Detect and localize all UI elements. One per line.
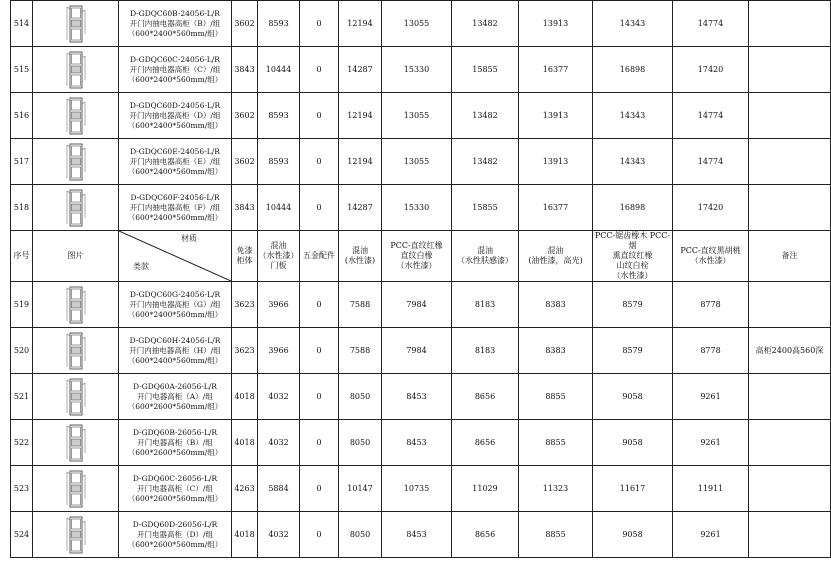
row-description — [119, 466, 232, 512]
cabinet-thumbnail-icon — [65, 515, 87, 555]
price-cell: 13913 — [519, 139, 593, 185]
cabinet-thumbnail-icon — [65, 331, 87, 371]
price-table — [10, 0, 831, 558]
price-cell: 0 — [300, 185, 339, 231]
price-cell: 14343 — [593, 1, 673, 47]
header-c1 — [232, 231, 258, 282]
row-number: 520 — [11, 328, 33, 374]
row-image — [33, 466, 119, 512]
price-cell: 0 — [300, 328, 339, 374]
price-cell: 8183 — [452, 282, 519, 328]
price-cell: 3966 — [258, 282, 300, 328]
row-image — [33, 185, 119, 231]
description-line: 开门内抽电器高柜（H）/组 — [129, 345, 221, 355]
table-row — [11, 47, 831, 93]
header-line: 混油 — [270, 241, 287, 250]
price-cell: 12194 — [339, 93, 382, 139]
price-cell: 13913 — [519, 1, 593, 47]
price-cell: 14343 — [593, 93, 673, 139]
price-cell: 8593 — [258, 139, 300, 185]
header-row — [11, 231, 831, 282]
row-description — [119, 282, 232, 328]
price-cell: 4032 — [258, 420, 300, 466]
table-row — [11, 328, 831, 374]
description-line: D-GDQC60C-24056-L/R — [130, 54, 220, 64]
price-cell: 7984 — [382, 282, 452, 328]
table-row — [11, 282, 831, 328]
description-line: D-GDQ60D-26056-L/R — [132, 519, 218, 529]
row-description — [119, 93, 232, 139]
row-number: 524 — [11, 512, 33, 558]
table-body-bottom — [11, 282, 831, 558]
description-line: 开门电器高柜（A）/组 — [137, 391, 213, 401]
cabinet-thumbnail-icon — [65, 142, 87, 182]
table-row — [11, 374, 831, 420]
header-line: 直纹白橡 — [400, 251, 433, 260]
row-number: 516 — [11, 93, 33, 139]
description-line: （600*2400*560mm/组） — [127, 74, 223, 84]
price-cell: 8579 — [593, 282, 673, 328]
price-cell: 17420 — [673, 185, 749, 231]
header-c6 — [452, 231, 519, 282]
price-cell: 13482 — [452, 93, 519, 139]
price-cell: 8453 — [382, 420, 452, 466]
cabinet-thumbnail-icon — [65, 4, 87, 44]
price-cell: 8855 — [519, 420, 593, 466]
header-line: 混油 — [477, 246, 493, 255]
price-cell: 0 — [300, 512, 339, 558]
price-cell: 8778 — [673, 282, 749, 328]
price-cell: 10735 — [382, 466, 452, 512]
header-line: 五金配件 — [303, 251, 335, 260]
row-image — [33, 282, 119, 328]
description-line: （600*2400*560mm/组） — [127, 212, 223, 222]
cabinet-thumbnail-icon — [65, 188, 87, 228]
price-cell: 13482 — [452, 1, 519, 47]
price-cell: 4018 — [232, 512, 258, 558]
header-line: （水性肤感漆） — [457, 256, 513, 265]
price-cell: 8593 — [258, 93, 300, 139]
header-line: 免漆 — [236, 246, 253, 255]
cabinet-thumbnail-icon — [65, 423, 87, 463]
header-c9 — [673, 231, 749, 282]
price-cell: 3602 — [232, 93, 258, 139]
header-line: 柜体 — [236, 256, 253, 265]
price-cell: 8579 — [593, 328, 673, 374]
price-cell: 13055 — [382, 1, 452, 47]
price-cell: 8453 — [382, 512, 452, 558]
row-note — [749, 47, 831, 93]
price-cell: 9058 — [593, 374, 673, 420]
price-cell: 4263 — [232, 466, 258, 512]
price-cell: 13482 — [452, 139, 519, 185]
description-line: 开门内抽电器高柜（F）/组 — [129, 202, 221, 212]
row-note — [749, 185, 831, 231]
row-image — [33, 420, 119, 466]
row-description — [119, 328, 232, 374]
header-material: 材质 — [181, 234, 197, 243]
description-line: （600*2600*560mm/组） — [127, 447, 223, 457]
price-cell: 8855 — [519, 374, 593, 420]
description-line: （600*2400*560mm/组） — [127, 28, 223, 38]
header-c2 — [258, 231, 300, 282]
price-cell: 14774 — [673, 93, 749, 139]
price-cell: 7588 — [339, 328, 382, 374]
diagonal-divider — [119, 231, 231, 281]
row-description — [119, 374, 232, 420]
description-line: D-GDQC60G-24056-L/R — [129, 289, 221, 299]
price-cell: 4018 — [232, 374, 258, 420]
header-material-category — [119, 231, 232, 282]
price-cell: 8855 — [519, 512, 593, 558]
header-c3 — [300, 231, 339, 282]
row-description — [119, 139, 232, 185]
row-number: 514 — [11, 1, 33, 47]
price-cell: 4032 — [258, 374, 300, 420]
price-cell: 8050 — [339, 512, 382, 558]
header-line: 备注 — [781, 251, 798, 260]
header-line: PCC-直纹黑胡桃 — [680, 246, 741, 255]
price-cell: 4018 — [232, 420, 258, 466]
header-line: 门板 — [270, 261, 287, 270]
price-cell: 15855 — [452, 47, 519, 93]
description-line: 开门电器高柜（B）/组 — [137, 437, 213, 447]
table-row — [11, 512, 831, 558]
price-cell: 4032 — [258, 512, 300, 558]
table-header — [11, 231, 831, 282]
price-cell: 16898 — [593, 47, 673, 93]
row-description — [119, 47, 232, 93]
header-c4 — [339, 231, 382, 282]
price-cell: 8050 — [339, 420, 382, 466]
row-number: 517 — [11, 139, 33, 185]
price-cell: 3602 — [232, 1, 258, 47]
row-note — [749, 93, 831, 139]
description-line: D-GDQC60H-24056-L/R — [129, 335, 221, 345]
price-cell: 14343 — [593, 139, 673, 185]
description-line: D-GDQ60C-26056-L/R — [132, 473, 218, 483]
row-note — [749, 466, 831, 512]
cabinet-thumbnail-icon — [65, 50, 87, 90]
description-line: （600*2600*560mm/组） — [127, 539, 223, 549]
row-image — [33, 93, 119, 139]
price-cell: 7984 — [382, 328, 452, 374]
price-cell: 0 — [300, 466, 339, 512]
row-note: 高柜2400高560深 — [749, 328, 831, 374]
price-cell: 9261 — [673, 420, 749, 466]
price-cell: 0 — [300, 139, 339, 185]
price-cell: 9261 — [673, 374, 749, 420]
table-row — [11, 466, 831, 512]
row-description — [119, 420, 232, 466]
header-line: （水性漆） — [690, 256, 731, 265]
price-cell: 8383 — [519, 282, 593, 328]
row-note — [749, 420, 831, 466]
price-cell: 12194 — [339, 1, 382, 47]
row-note — [749, 512, 831, 558]
header-line: 混油 — [352, 246, 368, 255]
description-line: D-GDQC60F-24056-L/R — [130, 192, 220, 202]
row-description — [119, 1, 232, 47]
price-cell: 0 — [300, 1, 339, 47]
description-line: 开门内抽电器高柜（C）/组 — [129, 64, 221, 74]
price-cell: 10147 — [339, 466, 382, 512]
price-cell: 15330 — [382, 185, 452, 231]
description-line: D-GDQ60B-26056-L/R — [132, 427, 218, 437]
row-image — [33, 139, 119, 185]
row-number: 518 — [11, 185, 33, 231]
header-line: （水性漆） — [612, 271, 653, 280]
price-cell: 13055 — [382, 93, 452, 139]
price-cell: 14287 — [339, 185, 382, 231]
description-line: 开门内抽电器高柜（G）/组 — [129, 299, 221, 309]
header-line: (水性漆) — [344, 256, 376, 265]
header-line: 混油 — [547, 246, 564, 255]
header-line: 熏直纹红橡 — [612, 251, 653, 260]
price-cell: 11911 — [673, 466, 749, 512]
row-image — [33, 512, 119, 558]
price-cell: 3843 — [232, 185, 258, 231]
table-body-top — [11, 1, 831, 231]
price-cell: 16377 — [519, 47, 593, 93]
row-note — [749, 374, 831, 420]
header-c5 — [382, 231, 452, 282]
row-image — [33, 328, 119, 374]
row-description — [119, 512, 232, 558]
header-category: 类款 — [133, 262, 149, 271]
row-image — [33, 374, 119, 420]
price-cell: 13055 — [382, 139, 452, 185]
price-cell: 9058 — [593, 420, 673, 466]
price-cell: 0 — [300, 420, 339, 466]
table-row — [11, 93, 831, 139]
price-cell: 8593 — [258, 1, 300, 47]
price-cell: 8656 — [452, 512, 519, 558]
description-line: （600*2400*560mm/组） — [127, 355, 223, 365]
price-cell: 8778 — [673, 328, 749, 374]
price-cell: 8383 — [519, 328, 593, 374]
row-note — [749, 139, 831, 185]
description-line: D-GDQC60B-24056-L/R — [130, 8, 220, 18]
description-line: （600*2400*560mm/组） — [127, 120, 223, 130]
header-line: (油性漆，高光) — [528, 256, 583, 265]
header-line: 山纹白栓 — [616, 261, 649, 270]
header-no: 序号 — [11, 231, 33, 282]
row-number: 519 — [11, 282, 33, 328]
description-line: D-GDQC60E-24056-L/R — [130, 146, 220, 156]
row-number: 521 — [11, 374, 33, 420]
description-line: 开门内抽电器高柜（E）/组 — [129, 156, 221, 166]
price-cell: 0 — [300, 282, 339, 328]
price-cell: 11323 — [519, 466, 593, 512]
header-image: 图片 — [33, 231, 119, 282]
price-cell: 0 — [300, 47, 339, 93]
table-row — [11, 139, 831, 185]
description-line: （600*2600*560mm/组） — [127, 493, 223, 503]
description-line: （600*2400*560mm/组） — [127, 166, 223, 176]
price-cell: 9261 — [673, 512, 749, 558]
row-note — [749, 1, 831, 47]
row-note — [749, 282, 831, 328]
price-cell: 14774 — [673, 139, 749, 185]
price-cell: 16377 — [519, 185, 593, 231]
price-cell: 8183 — [452, 328, 519, 374]
price-cell: 3843 — [232, 47, 258, 93]
row-number: 515 — [11, 47, 33, 93]
description-line: 开门电器高柜（D）/组 — [136, 529, 214, 539]
price-cell: 15855 — [452, 185, 519, 231]
price-cell: 8656 — [452, 420, 519, 466]
price-cell: 17420 — [673, 47, 749, 93]
cabinet-thumbnail-icon — [65, 377, 87, 417]
price-cell: 3623 — [232, 282, 258, 328]
price-cell: 15330 — [382, 47, 452, 93]
price-cell: 5884 — [258, 466, 300, 512]
header-line: （水性漆） — [396, 261, 437, 270]
price-cell: 3623 — [232, 328, 258, 374]
cabinet-thumbnail-icon — [65, 469, 87, 509]
price-cell: 10444 — [258, 185, 300, 231]
row-image — [33, 1, 119, 47]
table-row — [11, 420, 831, 466]
price-cell: 11029 — [452, 466, 519, 512]
price-cell: 7588 — [339, 282, 382, 328]
row-image — [33, 47, 119, 93]
price-cell: 3602 — [232, 139, 258, 185]
cabinet-thumbnail-icon — [65, 285, 87, 325]
row-number: 522 — [11, 420, 33, 466]
cabinet-thumbnail-icon — [65, 96, 87, 136]
price-cell: 0 — [300, 93, 339, 139]
header-line: PCC-直纹红橡 — [390, 241, 443, 250]
header-c8 — [593, 231, 673, 282]
header-line: （水性漆） — [258, 251, 299, 260]
price-cell: 8453 — [382, 374, 452, 420]
price-cell: 14774 — [673, 1, 749, 47]
table-row — [11, 1, 831, 47]
row-number: 523 — [11, 466, 33, 512]
description-line: D-GDQC60D-24056-L/R — [129, 100, 221, 110]
description-line: （600*2600*560mm/组） — [127, 401, 223, 411]
table-row — [11, 185, 831, 231]
row-description — [119, 185, 232, 231]
price-cell: 16898 — [593, 185, 673, 231]
description-line: （600*2400*560mm/组） — [127, 309, 223, 319]
price-cell: 14287 — [339, 47, 382, 93]
price-cell: 8050 — [339, 374, 382, 420]
price-cell: 12194 — [339, 139, 382, 185]
price-cell: 0 — [300, 374, 339, 420]
header-line: PCC-锯齿橡木 PCC-烟 — [594, 231, 671, 250]
price-cell: 11617 — [593, 466, 673, 512]
header-c10 — [749, 231, 831, 282]
description-line: 开门内抽电器高柜（D）/组 — [129, 110, 221, 120]
description-line: 开门电器高柜（C）/组 — [137, 483, 213, 493]
description-line: D-GDQ60A-26056-L/R — [133, 381, 217, 391]
price-cell: 13913 — [519, 93, 593, 139]
price-cell: 9058 — [593, 512, 673, 558]
description-line: 开门内抽电器高柜（B）/组 — [129, 18, 221, 28]
price-cell: 10444 — [258, 47, 300, 93]
price-cell: 3966 — [258, 328, 300, 374]
header-c7 — [519, 231, 593, 282]
price-cell: 8656 — [452, 374, 519, 420]
